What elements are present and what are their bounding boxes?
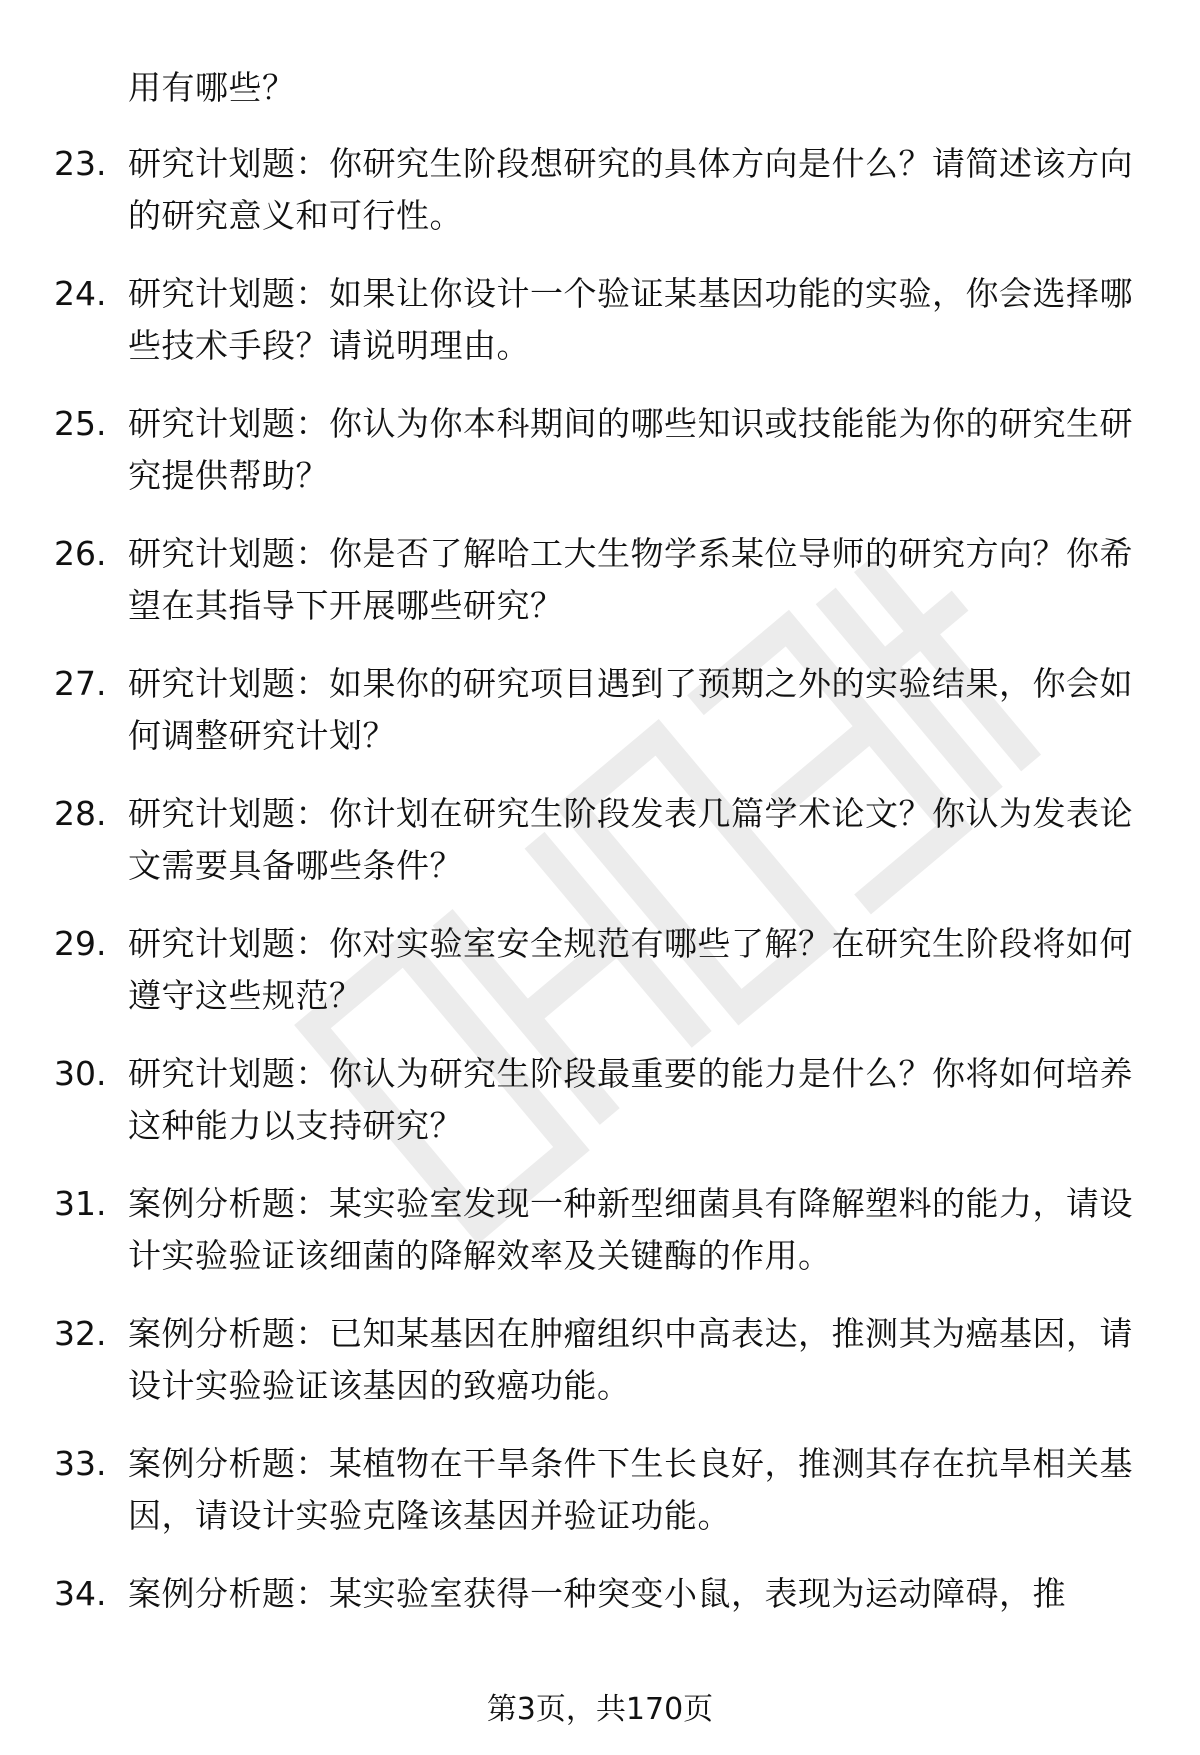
- question-text: 研究计划题：你计划在研究生阶段发表几篇学术论文？你认为发表论文需要具备哪些条件？: [128, 794, 1133, 885]
- list-item: [0, 138, 1200, 268]
- question-text: 研究计划题：你是否了解哈工大生物学系某位导师的研究方向？你希望在其指导下开展哪些研究？: [128, 534, 1133, 625]
- question-list: [0, 138, 1200, 1628]
- list-item: [0, 1308, 1200, 1438]
- question-number: 26.: [54, 534, 107, 573]
- question-text: 研究计划题：你认为你本科期间的哪些知识或技能能为你的研究生研究提供帮助？: [128, 404, 1133, 495]
- question-text: 研究计划题：你研究生阶段想研究的具体方向是什么？请简述该方向的研究意义和可行性。: [128, 144, 1133, 235]
- question-text: 案例分析题：某实验室获得一种突变小鼠，表现为运动障碍，推: [128, 1574, 1066, 1613]
- list-item: [0, 1568, 1200, 1628]
- list-item: [0, 918, 1200, 1048]
- question-number: 29.: [54, 924, 107, 963]
- list-item: [0, 398, 1200, 528]
- question-text: 案例分析题：已知某基因在肿瘤组织中高表达，推测其为癌基因，请设计实验验证该基因的致癌功能。: [128, 1314, 1133, 1405]
- list-item: [0, 658, 1200, 788]
- question-number: 27.: [54, 664, 107, 703]
- question-number: 33.: [54, 1444, 107, 1483]
- question-number: 28.: [54, 794, 107, 833]
- question-number: 23.: [54, 144, 107, 183]
- question-number: 32.: [54, 1314, 107, 1353]
- list-item: [0, 788, 1200, 918]
- list-item: [0, 268, 1200, 398]
- question-number: 34.: [54, 1574, 107, 1613]
- page-footer: 第3页，共170页: [486, 1692, 714, 1727]
- question-text: 案例分析题：某植物在干旱条件下生长良好，推测其存在抗旱相关基因，请设计实验克隆该基因并验证功能。: [128, 1444, 1133, 1535]
- question-number: 24.: [54, 274, 107, 313]
- question-text: 研究计划题：你认为研究生阶段最重要的能力是什么？你将如何培养这种能力以支持研究？: [128, 1054, 1133, 1145]
- question-number: 30.: [54, 1054, 107, 1093]
- question-number: 31.: [54, 1184, 107, 1223]
- question-text: 研究计划题：你对实验室安全规范有哪些了解？在研究生阶段将如何遵守这些规范？: [128, 924, 1133, 1015]
- question-text: 研究计划题：如果让你设计一个验证某基因功能的实验，你会选择哪些技术手段？请说明理由。: [128, 274, 1133, 365]
- question-number: 25.: [54, 404, 107, 443]
- question-text: 案例分析题：某实验室发现一种新型细菌具有降解塑料的能力，请设计实验验证该细菌的降解效率及关键酶的作用。: [128, 1184, 1133, 1275]
- list-item: [0, 1048, 1200, 1178]
- list-item: [0, 528, 1200, 658]
- continuation-text: 用有哪些？: [128, 68, 296, 107]
- list-item: [0, 1438, 1200, 1568]
- list-item: [0, 1178, 1200, 1308]
- question-text: 研究计划题：如果你的研究项目遇到了预期之外的实验结果，你会如何调整研究计划？: [128, 664, 1133, 755]
